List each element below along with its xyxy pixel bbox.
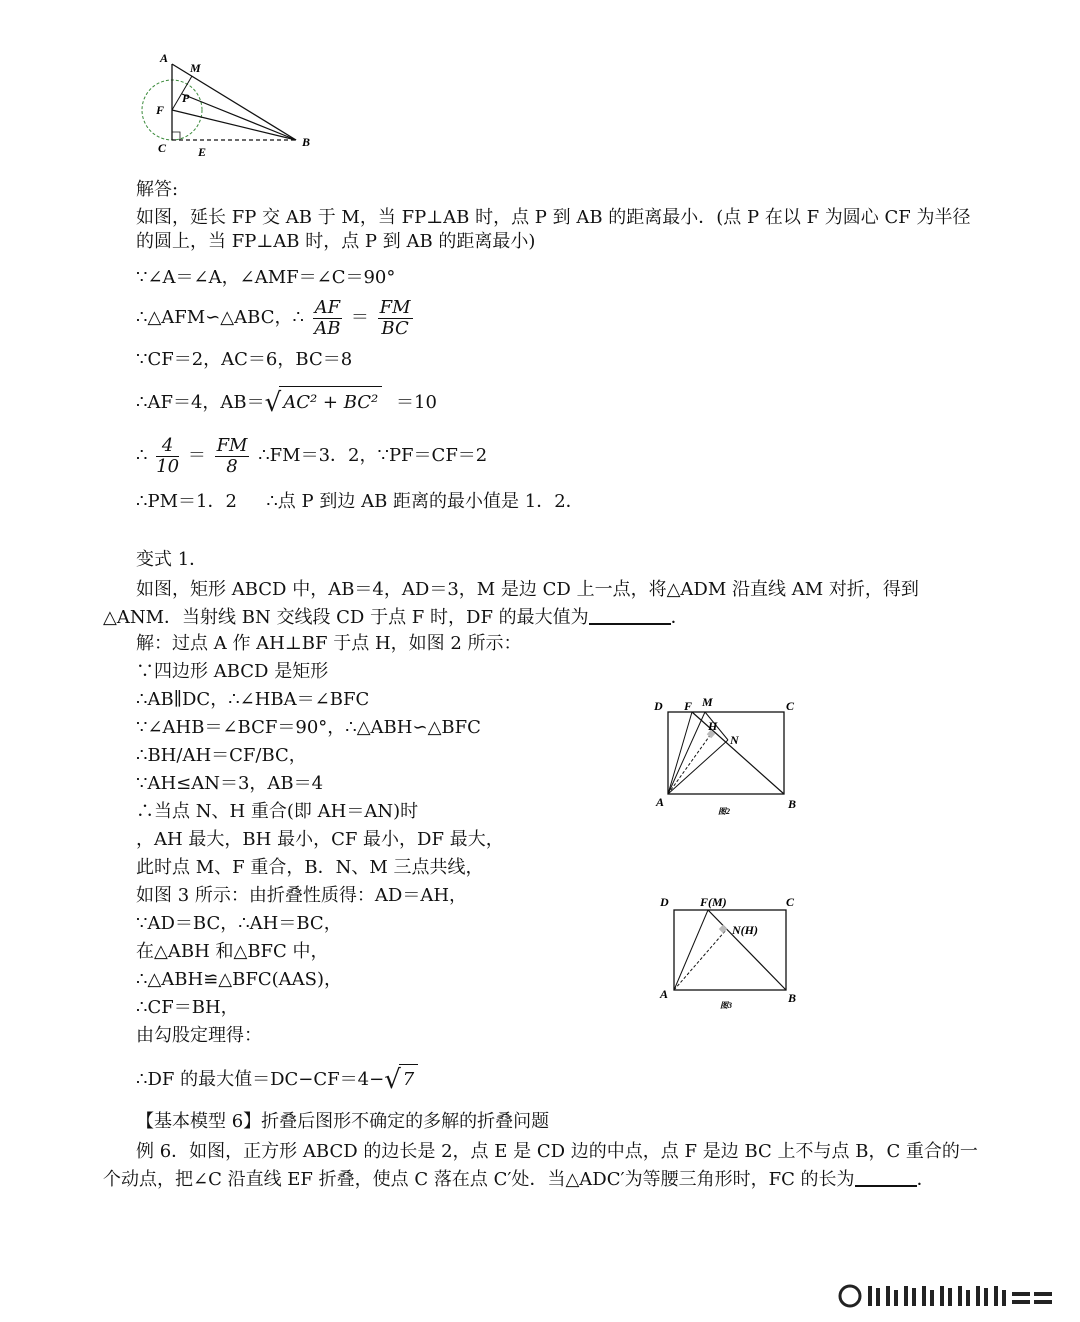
step-similar-text: ∴△AFM∽△ABC，∴: [136, 307, 304, 328]
label-m: M: [702, 695, 713, 709]
fraction-4-10: [156, 436, 179, 477]
figure-caption: 图3: [720, 1001, 732, 1010]
figure-1: [130, 46, 330, 166]
model-title: 【基本模型 6】折叠后图形不确定的多解的折叠问题: [136, 1111, 550, 1132]
period: ．: [670, 607, 689, 628]
label-b: B: [302, 135, 311, 149]
step-pythagoras: [136, 386, 437, 419]
label-c: C: [786, 895, 795, 909]
radical-sign: √: [264, 388, 282, 418]
solution-step-4: ∵∠AHB＝∠BCF＝90°，∴△ABH∽△BFC: [136, 717, 481, 738]
label-b: B: [788, 797, 797, 811]
label-a: A: [656, 795, 665, 809]
label-nh: N(H): [732, 923, 758, 937]
radical-sign: √: [384, 1065, 401, 1095]
answer-blank[interactable]: [855, 1165, 917, 1187]
period: ．: [916, 1169, 935, 1190]
fraction-denominator: BC: [381, 317, 409, 339]
label-fm: F(M): [700, 895, 727, 909]
fraction-numerator: FM: [379, 296, 411, 318]
solution-step-16-text: ∴DF 的最大值＝DC−CF＝4−: [136, 1069, 385, 1090]
variant-title: 变式 1．: [136, 549, 208, 570]
step-ratio: [136, 434, 487, 478]
label-a: A: [160, 51, 169, 65]
label-f: F: [156, 103, 165, 117]
fraction-numerator: FM: [216, 434, 248, 456]
fraction-numerator: 4: [156, 436, 179, 457]
solution-step-2: ∵四边形 ABCD 是矩形: [136, 661, 329, 682]
solution-step-14: ∴CF＝BH，: [136, 997, 239, 1018]
variant-problem: [103, 576, 984, 631]
segment-an: [668, 740, 728, 794]
answer-title: 解答:: [136, 179, 179, 200]
label-a: A: [660, 987, 669, 1001]
step-given-values: ∵CF＝2，AC＝6，BC＝8: [136, 349, 353, 370]
solution-step-15: 由勾股定理得：: [136, 1025, 262, 1046]
solution-step-1: 解：过点 A 作 AH⊥BF 于点 H，如图 2 所示：: [136, 633, 522, 654]
solution-step-5: ∴BH/AH＝CF/BC，: [136, 745, 307, 766]
right-angle-mark: [719, 925, 727, 933]
solution-step-6: ∵AH≤AN＝3，AB＝4: [136, 773, 324, 794]
figure-2: [648, 690, 808, 822]
variant-problem-text: 如图，矩形 ABCD 中，AB＝4，AD＝3，M 是边 CD 上一点，将△ADM 沿直线 AM 对折，得到△ANM．当射线 BN 交线段 CD 于点 F 时，DF 的最大值为: [103, 579, 919, 628]
label-p: P: [182, 91, 190, 105]
segment-ab: [172, 64, 296, 140]
solution-step-13: ∴△ABH≌△BFC(AAS)，: [136, 969, 343, 990]
label-f: F: [684, 699, 693, 713]
label-d: D: [654, 699, 663, 713]
segment-am: [668, 712, 705, 794]
answer-blank[interactable]: [589, 603, 671, 625]
step-conclusion: ∴PM＝1．2 ∴点 P 到边 AB 距离的最小值是 1．2．: [136, 491, 584, 512]
solution-step-10: 如图 3 所示：由折叠性质得：AD＝AH，: [136, 885, 468, 906]
rectangle-abcd: [668, 712, 784, 794]
segment-fb: [692, 712, 784, 794]
solution-step-7: ∴当点 N、H 重合(即 AH＝AN)时: [136, 801, 419, 822]
solution-step-3: ∴AB∥DC，∴∠HBA＝∠BFC: [136, 689, 370, 710]
label-b: B: [788, 991, 797, 1005]
example-problem: [103, 1138, 984, 1193]
label-c: C: [158, 141, 167, 155]
solution-step-16: [136, 1064, 418, 1095]
fraction-fm-bc: [378, 298, 413, 339]
label-d: D: [660, 895, 669, 909]
solution-step-12: 在△ABH 和△BFC 中，: [136, 941, 329, 962]
fraction-denominator: 10: [156, 455, 180, 477]
segment-af: [674, 910, 708, 990]
step-pythagoras-text: ∴AF＝4，AB＝: [136, 392, 265, 413]
fraction-numerator: AF: [314, 296, 341, 318]
radicand: AC² + BC²: [279, 386, 382, 419]
step-ratio-result: ∴FM＝3．2，∵PF＝CF＝2: [258, 445, 488, 466]
label-e: E: [198, 145, 207, 159]
fraction-denominator: AB: [314, 317, 341, 339]
fraction-denominator: 8: [226, 455, 238, 477]
watermark-logo: [836, 1282, 1056, 1310]
solution-paragraph: 如图，延长 FP 交 AB 于 M，当 FP⊥AB 时，点 P 到 AB 的距离最小．(点 P 在以 F 为圆心 CF 为半径的圆上，当 FP⊥AB 时，点 P 到 AB 的距离最小): [136, 207, 971, 252]
label-c: C: [786, 699, 795, 713]
fraction-af-ab: [313, 298, 343, 339]
figure-caption: 图2: [718, 807, 730, 816]
solution-step-9: 此时点 M、F 重合，B．N、M 三点共线，: [136, 857, 484, 878]
label-n: N: [730, 733, 739, 747]
segment-ah: [674, 930, 726, 990]
segment-fb: [708, 910, 786, 990]
step-similar: [136, 296, 416, 340]
radicand: 7: [399, 1064, 418, 1095]
label-m: M: [190, 61, 201, 75]
figure-3: [652, 888, 812, 1014]
step-pythagoras-result: ＝10: [396, 392, 437, 413]
step-angles: ∵∠A＝∠A，∠AMF＝∠C＝90°: [136, 267, 396, 288]
label-h: H: [708, 719, 718, 733]
therefore-symbol: ∴: [136, 445, 148, 466]
segment-ah: [668, 734, 711, 794]
solution-step-11: ∵AD＝BC，∴AH＝BC，: [136, 913, 342, 934]
example-problem-text: 例 6．如图，正方形 ABCD 的边长是 2，点 E 是 CD 边的中点，点 F 是边 BC 上不与点 B，C 重合的一个动点，把∠C 沿直线 EF 折叠，使点 C 落在点 C′处．当△ADC′为等腰三角形时，FC 的长为: [103, 1141, 978, 1190]
solution-step-8: ，AH 最大，BH 最小，CF 最小，DF 最大，: [136, 829, 504, 850]
equals-sign: ＝: [350, 307, 369, 328]
segment-af: [668, 712, 692, 794]
equals-sign: ＝: [187, 445, 206, 466]
fraction-fm-8: [215, 436, 250, 477]
